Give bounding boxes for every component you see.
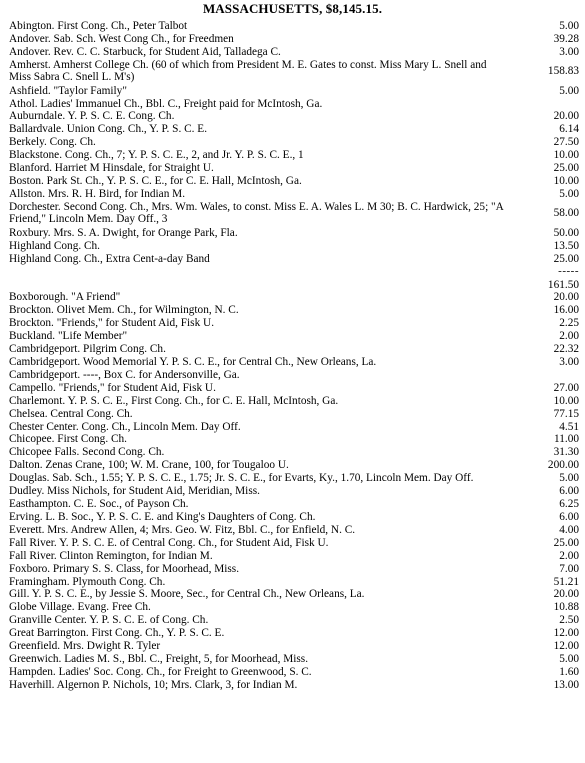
list-item: [9, 330, 579, 343]
subtotal-amount: 161.50: [547, 279, 579, 292]
entry-text: Dalton. Zenas Crane, 100; W. M. Crane, 100, for Tougaloo U.: [9, 459, 289, 472]
entry-text: Highland Cong. Ch., Extra Cent-a-day Band: [9, 252, 210, 265]
entry-text: Chicopee. First Cong. Ch.: [9, 433, 127, 446]
list-item: [9, 240, 579, 253]
entry-amount: 2.00: [559, 549, 579, 562]
list-item: [9, 614, 579, 627]
entry-amount: 58.00: [553, 206, 579, 219]
entry-amount: 3.00: [559, 355, 579, 368]
entry-amount: 20.00: [553, 588, 579, 601]
entry-amount: 77.15: [553, 407, 579, 420]
entry-amount: 6.00: [559, 510, 579, 523]
entry-text: Dudley. Miss Nichols, for Student Aid, Meridian, Miss.: [9, 485, 260, 498]
entry-text: Chelsea. Central Cong. Ch.: [9, 407, 133, 420]
list-item: [9, 110, 579, 123]
entry-text: Easthampton. C. E. Soc., of Payson Ch.: [9, 498, 189, 511]
entry-text: Fall River. Clinton Remington, for Indian M.: [9, 549, 213, 562]
entry-text: Buckland. "Life Member": [9, 330, 128, 343]
entry-amount: 5.00: [559, 187, 579, 200]
entry-amount: 6.25: [559, 498, 579, 511]
list-item: [9, 666, 579, 679]
entry-amount: 50.00: [553, 226, 579, 239]
list-item: [9, 550, 579, 563]
entry-text: Cambridgeport. Wood Memorial Y. P. S. C. E., for Central Ch., New Orleans, La.: [9, 355, 377, 368]
list-item: [9, 485, 579, 498]
entry-amount: 10.00: [553, 175, 579, 188]
entry-text: Foxboro. Primary S. S. Class, for Moorhead, Miss.: [9, 562, 240, 575]
list-item: [9, 627, 579, 640]
entry-amount: 158.83: [547, 64, 579, 77]
list-item: [9, 653, 579, 666]
entry-text: Blackstone. Cong. Ch., 7; Y. P. S. C. E., 2, and Jr. Y. P. S. C. E., 1: [9, 149, 304, 162]
list-item: [9, 188, 579, 201]
entry-text: Greenwich. Ladies M. S., Bbl. C., Freight, 5, for Moorhead, Miss.: [9, 653, 309, 666]
list-item: [9, 433, 579, 446]
entry-amount: 25.00: [553, 536, 579, 549]
list-item: [9, 201, 579, 226]
list-item: [9, 356, 579, 369]
list-item: [9, 576, 579, 589]
entry-amount: 2.00: [559, 330, 579, 343]
entry-text: Andover. Rev. C. C. Starbuck, for Student Aid, Talladega C.: [9, 45, 281, 58]
entry-text: Blanford. Harriet M Hinsdale, for Straight U.: [9, 162, 214, 175]
list-item: [9, 537, 579, 550]
list-item: [9, 59, 579, 84]
entry-amount: 20.00: [553, 110, 579, 123]
entry-text: Campello. "Friends," for Student Aid, Fisk U.: [9, 381, 216, 394]
entry-amount: 10.00: [553, 394, 579, 407]
entry-amount: 3.00: [559, 45, 579, 58]
entry-amount: 10.00: [553, 149, 579, 162]
entry-amount: 1.60: [559, 666, 579, 678]
entry-amount: 4.51: [559, 420, 579, 433]
entry-amount: 6.14: [559, 123, 579, 136]
entry-amount: 13.00: [553, 678, 579, 691]
entry-text: Brockton. Olivet Mem. Ch., for Wilmington, N. C.: [9, 304, 239, 317]
entry-amount: 20.00: [553, 291, 579, 304]
entry-text: Framingham. Plymouth Cong. Ch.: [9, 575, 166, 588]
entry-text: Douglas. Sab. Sch., 1.55; Y. P. S. C. E., 1.75; Jr. S. C. E., for Evarts, Ky., 1.70, Lincoln Mem. Day Off.: [9, 472, 474, 485]
entry-text: Great Barrington. First Cong. Ch., Y. P. S. C. E.: [9, 627, 225, 640]
list-item: [9, 20, 579, 33]
entry-text: Charlemont. Y. P. S. C. E., First Cong. Ch., for C. E. Hall, McIntosh, Ga.: [9, 394, 339, 407]
list-item: [9, 421, 579, 434]
list-item: [9, 46, 579, 59]
list-item: [9, 175, 579, 188]
list-item: [9, 382, 579, 395]
entry-text: Ballardvale. Union Cong. Ch., Y. P. S. C. E.: [9, 123, 208, 136]
entry-text: Amherst. Amherst College Ch. (60 of which from President M. E. Gates to const. Miss Mary L. Snell and Miss Sabra C. Snell L. M's): [9, 58, 487, 84]
entry-text: Cambridgeport. ----, Box C. for Andersonville, Ga.: [9, 368, 240, 381]
entry-amount: 12.00: [553, 640, 579, 653]
entry-text: Greenfield. Mrs. Dwight R. Tyler: [9, 640, 161, 653]
entry-text: Auburndale. Y. P. S. C. E. Cong. Ch.: [9, 110, 175, 123]
page-title: MASSACHUSETTS, $8,145.15.: [202, 1, 383, 16]
entry-amount: 5.00: [559, 20, 579, 32]
entry-amount: 200.00: [547, 459, 579, 472]
entry-text: Ashfield. "Taylor Family": [9, 84, 127, 97]
entry-amount: 25.00: [553, 162, 579, 175]
list-item: [9, 98, 579, 111]
entry-text: Haverhill. Algernon P. Nichols, 10; Mrs. Clark, 3, for Indian M.: [9, 678, 298, 691]
list-item: [9, 563, 579, 576]
entry-amount: 25.00: [553, 252, 579, 265]
entry-text: Globe Village. Evang. Free Ch.: [9, 601, 151, 614]
entry-text: Dorchester. Second Cong. Ch., Mrs. Wm. Wales, to const. Miss E. A. Wales L. M 30; B. C. Hardwick, 25; "A Friend," Lincoln Mem. Day Off., 3: [9, 200, 504, 226]
entry-text: Allston. Mrs. R. H. Bird, for Indian M.: [9, 187, 186, 200]
list-item: [9, 33, 579, 46]
list-item: [9, 162, 579, 175]
entry-text: Fall River. Y. P. S. C. E. of Central Cong. Ch., for Student Aid, Fisk U.: [9, 536, 329, 549]
entry-text: Berkely. Cong. Ch.: [9, 136, 96, 149]
list-item: [9, 524, 579, 537]
entry-amount: 4.00: [559, 523, 579, 536]
list-item: [9, 123, 579, 136]
entry-amount: 31.30: [553, 446, 579, 459]
list-item: [9, 459, 579, 472]
list-item: [9, 343, 579, 356]
list-item: [9, 291, 579, 304]
entry-text: Gill. Y. P. S. C. E., by Jessie S. Moore, Sec., for Central Ch., New Orleans, La.: [9, 588, 365, 601]
entry-amount: 13.50: [553, 239, 579, 252]
entry-amount: 11.00: [554, 433, 579, 446]
list-item: [9, 446, 579, 459]
entry-amount: 7.00: [559, 562, 579, 575]
entry-text: Chicopee Falls. Second Cong. Ch.: [9, 446, 165, 459]
list-item: [9, 498, 579, 511]
entry-text: Roxbury. Mrs. S. A. Dwight, for Orange Park, Fla.: [9, 226, 238, 239]
list-item: [9, 588, 579, 601]
list-item: [9, 511, 579, 524]
entry-amount: 22.32: [553, 343, 579, 355]
entry-text: Abington. First Cong. Ch., Peter Talbot: [9, 20, 188, 32]
entry-amount: 39.28: [553, 32, 579, 45]
list-item: [9, 149, 579, 162]
entry-amount: 6.00: [559, 485, 579, 498]
entry-amount: 10.88: [553, 601, 579, 614]
total-separator: -----: [558, 264, 579, 277]
entry-amount: 2.25: [559, 317, 579, 330]
list-item: [9, 640, 579, 653]
entry-amount: 16.00: [553, 304, 579, 317]
entry-amount: 5.00: [559, 472, 579, 485]
entry-amount: 51.21: [553, 575, 579, 588]
list-item: [9, 227, 579, 240]
list-item: [9, 408, 579, 421]
list-item: [9, 679, 579, 692]
list-item: [9, 472, 579, 485]
entry-text: Brockton. "Friends," for Student Aid, Fisk U.: [9, 317, 215, 330]
entry-text: Highland Cong. Ch.: [9, 239, 101, 252]
entry-text: Erving. L. B. Soc., Y. P. S. C. E. and King's Daughters of Cong. Ch.: [9, 510, 316, 523]
entry-text: Everett. Mrs. Andrew Allen, 4; Mrs. Geo. W. Fitz, Bbl. C., for Enfield, N. C.: [9, 523, 356, 536]
list-item: [9, 136, 579, 149]
entry-text: Cambridgeport. Pilgrim Cong. Ch.: [9, 343, 166, 355]
entry-amount: 27.50: [553, 136, 579, 149]
entry-amount: 2.50: [559, 614, 579, 627]
list-item: [9, 601, 579, 614]
list-item: [9, 369, 579, 382]
entry-text: Chester Center. Cong. Ch., Lincoln Mem. Day Off.: [9, 420, 241, 433]
entry-amount: 5.00: [559, 653, 579, 666]
list-item: [9, 304, 579, 317]
entry-amount: 5.00: [559, 84, 579, 97]
entry-text: Hampden. Ladies' Soc. Cong. Ch., for Freight to Greenwood, S. C.: [9, 666, 312, 678]
entry-text: Boston. Park St. Ch., Y. P. S. C. E., for C. E. Hall, McIntosh, Ga.: [9, 175, 302, 188]
entry-amount: 27.00: [553, 381, 579, 394]
list-item: [9, 85, 579, 98]
entry-text: Boxborough. "A Friend": [9, 291, 121, 304]
entry-text: Andover. Sab. Sch. West Cong Ch., for Freedmen: [9, 32, 234, 45]
entry-amount: 12.00: [553, 627, 579, 640]
list-item: [9, 395, 579, 408]
entry-text: Athol. Ladies' Immanuel Ch., Bbl. C., Freight paid for McIntosh, Ga.: [9, 97, 323, 110]
entry-text: Granville Center. Y. P. S. C. E. of Cong. Ch.: [9, 614, 209, 627]
list-item: [9, 317, 579, 330]
list-item: [9, 253, 579, 266]
